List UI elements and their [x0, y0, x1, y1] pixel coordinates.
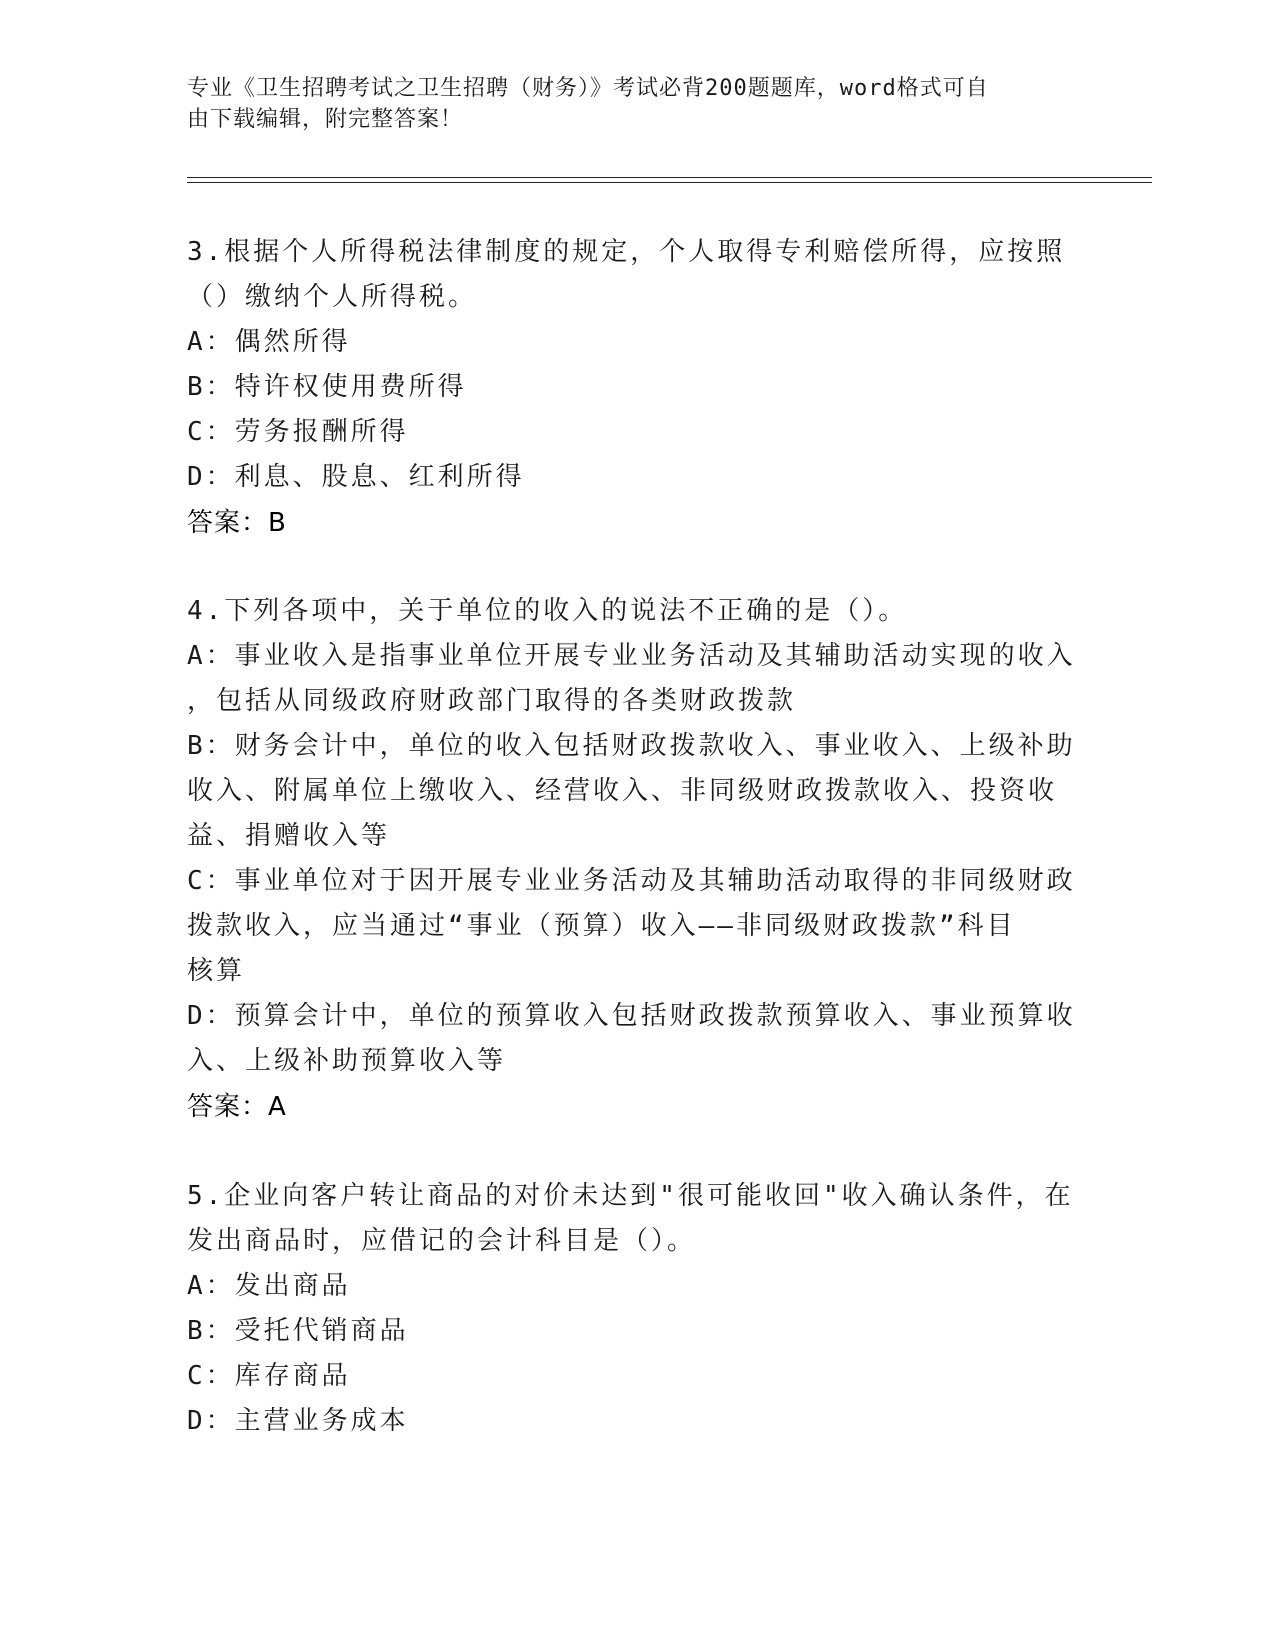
q5-option-c: C：库存商品	[187, 1361, 351, 1391]
q4-option-d-line-1: D：预算会计中，单位的预算收入包括财政拨款预算收入、事业预算收	[187, 1001, 1076, 1031]
q4-option-c-line-1: C：事业单位对于因开展专业业务活动及其辅助活动取得的非同级财政	[187, 866, 1076, 896]
q4-option-b-line-3: 益、捐赠收入等	[187, 821, 391, 851]
q3-stem-line-2: （）缴纳个人所得税。	[187, 282, 478, 312]
header-divider-top	[187, 177, 1152, 178]
q3-option-b: B：特许权使用费所得	[187, 372, 467, 402]
q5-option-b: B：受托代销商品	[187, 1316, 409, 1346]
q3-option-a: A：偶然所得	[187, 327, 351, 357]
header-line-1: 专业《卫生招聘考试之卫生招聘（财务）》考试必背200题题库，word格式可自	[187, 76, 989, 101]
q4-stem: 4.下列各项中，关于单位的收入的说法不正确的是（）。	[187, 596, 908, 626]
q4-option-a-line-2: ，包括从同级政府财政部门取得的各类财政拨款	[187, 686, 797, 716]
q5-stem-line-2: 发出商品时，应借记的会计科目是（）。	[187, 1226, 697, 1256]
header-divider-bottom	[187, 182, 1152, 183]
q4-answer: 答案：A	[187, 1092, 287, 1122]
q5-option-a: A：发出商品	[187, 1271, 351, 1301]
q4-option-a-line-1: A：事业收入是指事业单位开展专业业务活动及其辅助活动实现的收入	[187, 641, 1076, 671]
q4-option-d-line-2: 入、上级补助预算收入等	[187, 1046, 507, 1076]
q3-stem-line-1: 3.根据个人所得税法律制度的规定，个人取得专利赔偿所得，应按照	[187, 237, 1066, 267]
q3-option-d: D：利息、股息、红利所得	[187, 462, 525, 492]
q5-stem-line-1: 5.企业向客户转让商品的对价未达到"很可能收回"收入确认条件，在	[187, 1181, 1074, 1211]
q4-option-b-line-2: 收入、附属单位上缴收入、经营收入、非同级财政拨款收入、投资收	[187, 776, 1058, 806]
q5-option-d: D：主营业务成本	[187, 1406, 409, 1436]
q4-option-c-line-2: 拨款收入，应当通过“事业（预算）收入——非同级财政拨款”科目	[187, 911, 1016, 941]
q3-option-c: C：劳务报酬所得	[187, 417, 409, 447]
header-line-2: 由下载编辑，附完整答案！	[187, 107, 464, 132]
q4-option-b-line-1: B：财务会计中，单位的收入包括财政拨款收入、事业收入、上级补助	[187, 731, 1076, 761]
q3-answer: 答案：B	[187, 508, 287, 538]
q4-option-c-line-3: 核算	[187, 956, 246, 986]
document-header	[187, 73, 1067, 135]
